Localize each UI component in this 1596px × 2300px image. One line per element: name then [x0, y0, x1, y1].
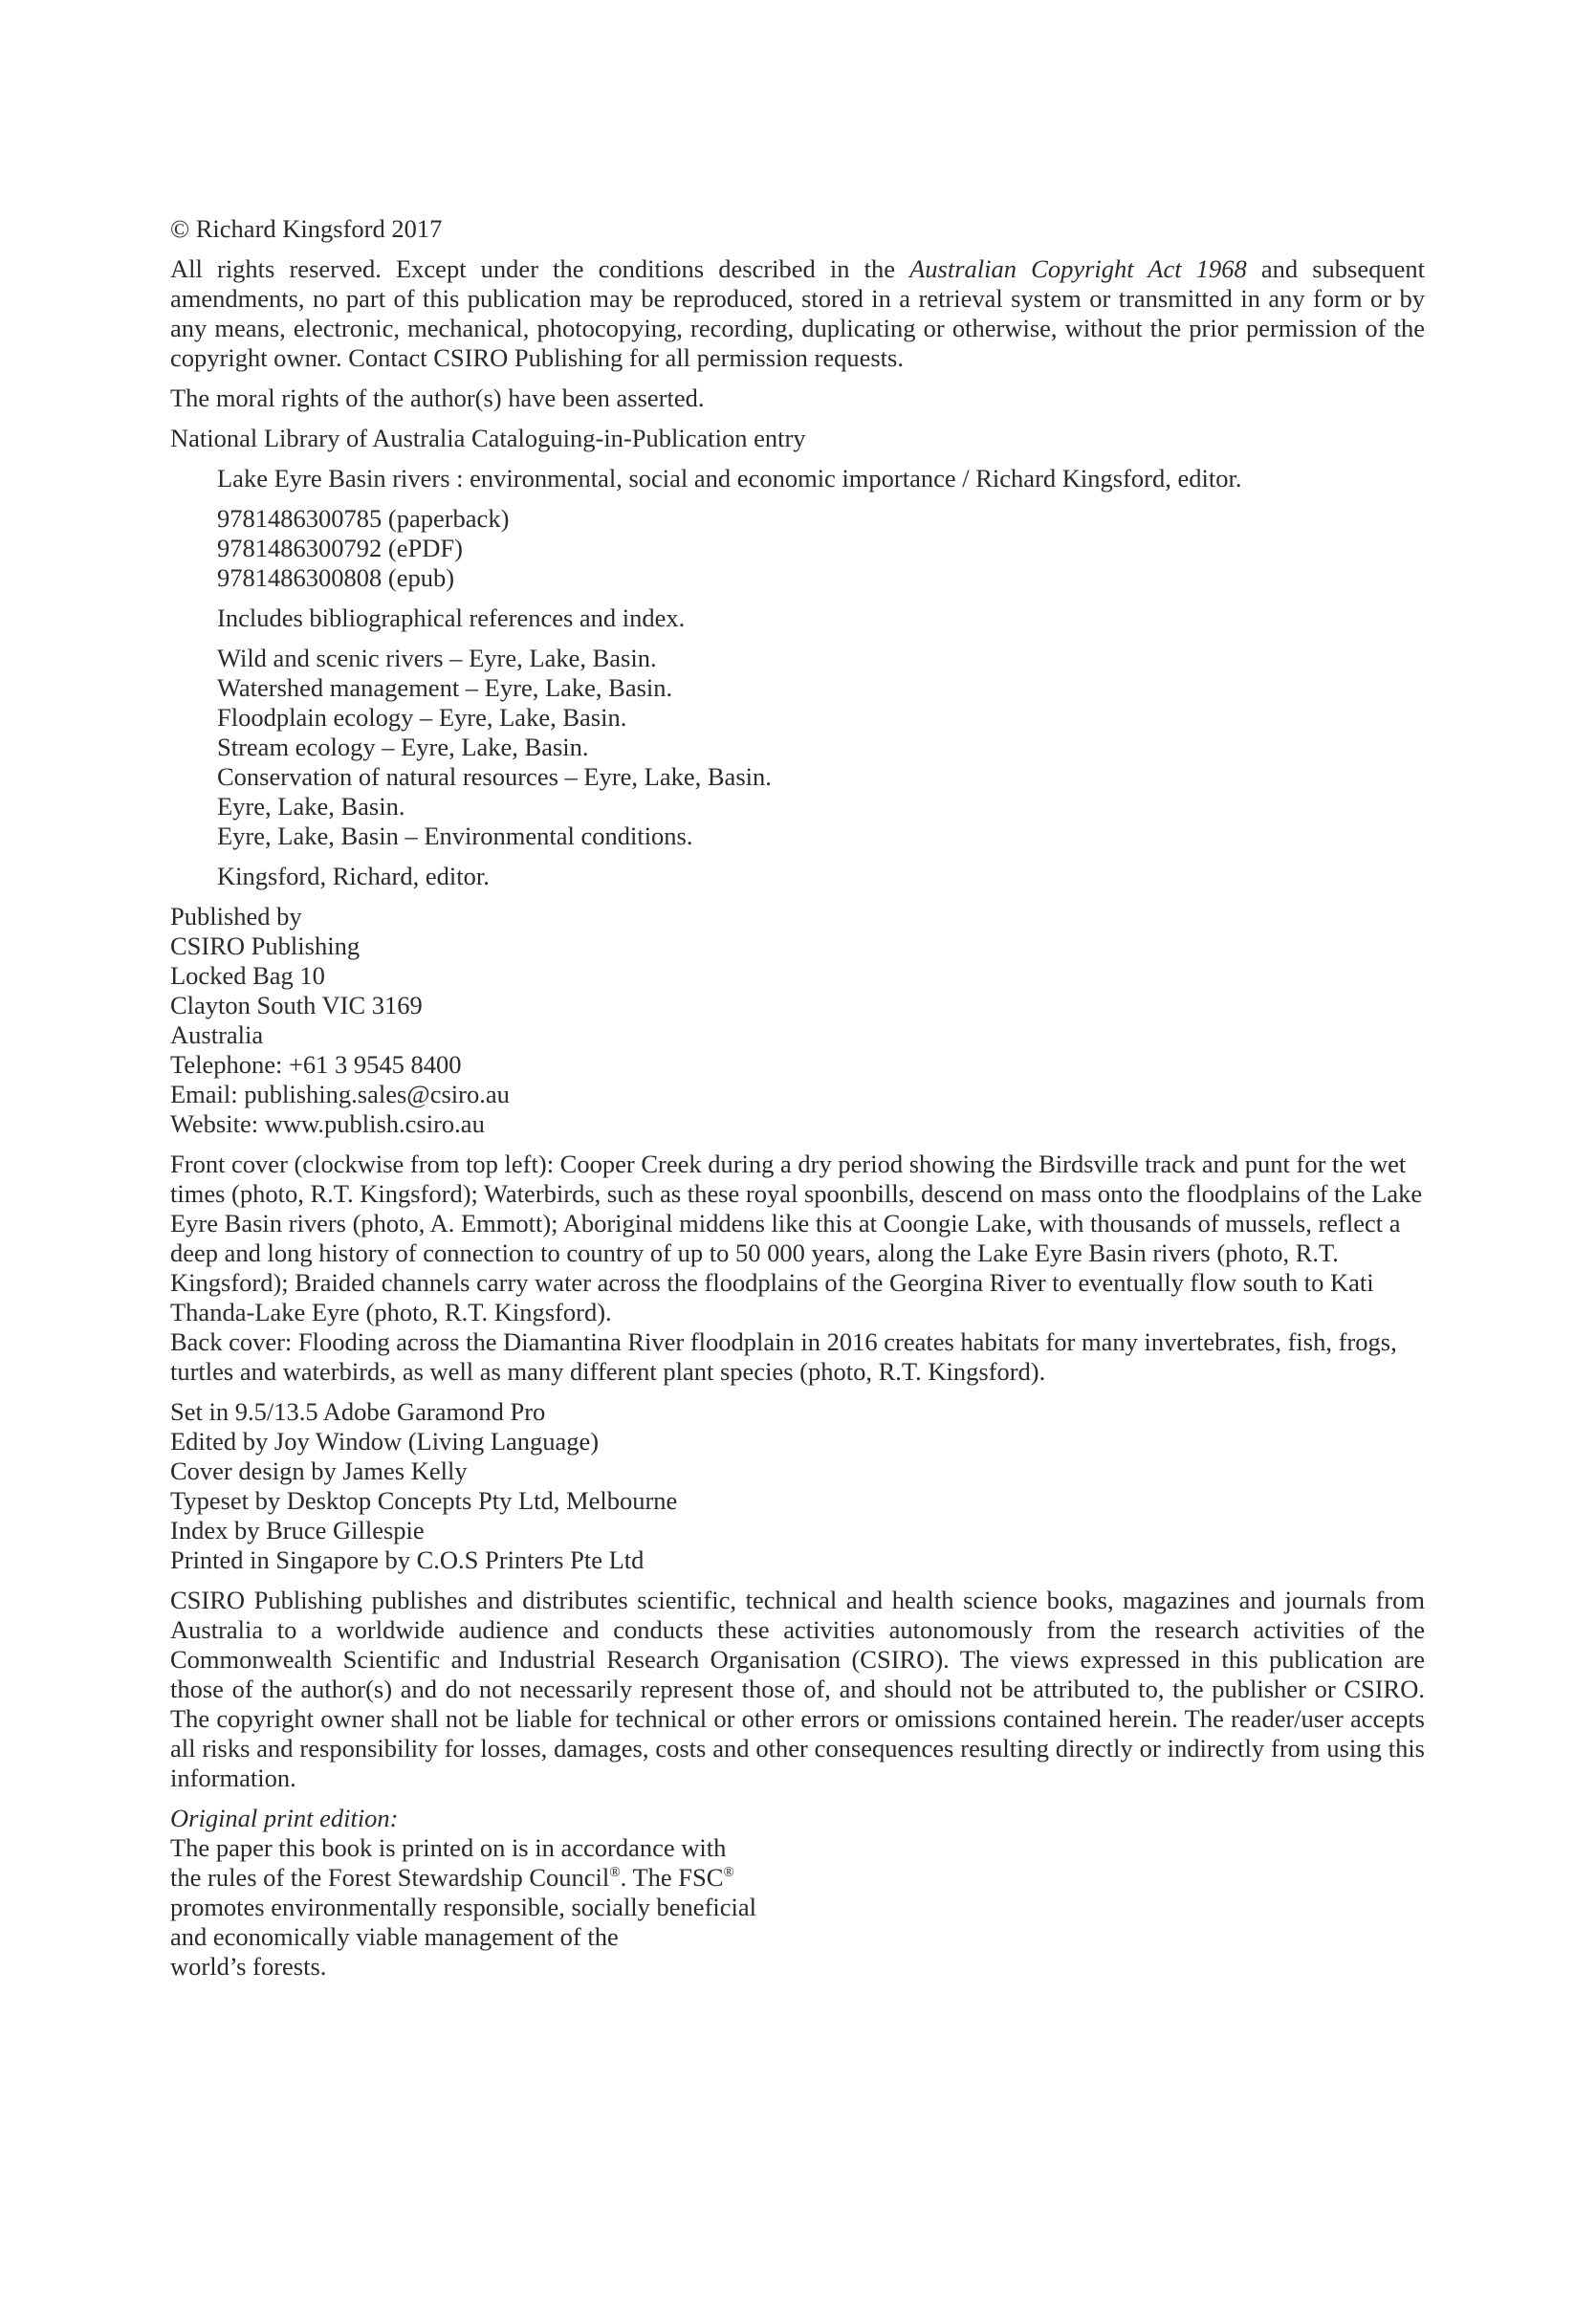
isbn-line: 9781486300785 (paperback): [217, 504, 510, 533]
rights-text-before: All rights reserved. Except under the conditions described in the: [170, 254, 910, 283]
publisher-line: Website: www.publish.csiro.au: [170, 1109, 485, 1138]
copyright-page: [170, 214, 1425, 1992]
registered-mark: ®: [723, 1865, 734, 1881]
subject-line: Eyre, Lake, Basin – Environmental conditions.: [217, 821, 693, 850]
fsc-line: and economically viable management of the: [170, 1922, 619, 1951]
isbn-line: 9781486300792 (ePDF): [217, 534, 463, 562]
subject-line: Watershed management – Eyre, Lake, Basin.: [217, 673, 673, 702]
cip-editor: Kingsford, Richard, editor.: [217, 862, 490, 890]
fsc-line: The paper this book is printed on is in accordance with: [170, 1833, 727, 1862]
copyright-line: © Richard Kingsford 2017: [170, 214, 443, 243]
production-line: Printed in Singapore by C.O.S Printers Pte Ltd: [170, 1545, 645, 1574]
back-cover-credit: Back cover: Flooding across the Diamantina River floodplain in 2016 creates habitats for many invertebrates, fish, frogs, turtles and waterbirds, as well as many different plant species (photo, R.T. Kingsford).: [170, 1327, 1397, 1386]
front-cover-credit: Front cover (clockwise from top left): Cooper Creek during a dry period showing the Birdsville track and punt for the wet times (photo, R.T. Kingsford); Waterbirds, such as these royal spoonbills, descend on mass onto the floodplains of the Lake Eyre Basin rivers (photo, A. Emmott); Aboriginal middens like this at Coongie Lake, with thousands of mussels, reflect a deep and long history of connection to country of up to 50 000 years, along the Lake Eyre Basin rivers (photo, R.T. Kingsford); Braided channels carry water across the floodplains of the Georgina River to eventually flow south to Kati Thanda-Lake Eyre (photo, R.T. Kingsford).: [170, 1150, 1423, 1326]
production-line: Cover design by James Kelly: [170, 1457, 468, 1485]
subject-line: Conservation of natural resources – Eyre, Lake, Basin.: [217, 762, 772, 791]
production-line: Edited by Joy Window (Living Language): [170, 1427, 600, 1456]
copyright-act-title: Australian Copyright Act 1968: [909, 254, 1247, 283]
publisher-line: Published by: [170, 902, 302, 931]
cip-notes: Includes bibliographical references and index.: [217, 603, 686, 632]
registered-mark: ®: [609, 1865, 621, 1881]
publisher-line: Locked Bag 10: [170, 961, 325, 990]
print-edition-note: [170, 1804, 801, 1982]
cip-title: Lake Eyre Basin rivers : environmental, social and economic importance / Richard Kingsford, editor.: [217, 464, 1242, 493]
subject-list: [217, 644, 1425, 851]
publisher-line: Australia: [170, 1020, 264, 1049]
subject-line: Floodplain ecology – Eyre, Lake, Basin.: [217, 703, 627, 732]
production-line: Set in 9.5/13.5 Adobe Garamond Pro: [170, 1397, 546, 1426]
publisher-line: CSIRO Publishing: [170, 931, 361, 960]
fsc-line: promotes environmentally responsible, socially beneficial: [170, 1893, 757, 1921]
fsc-line: the rules of the Forest Stewardship Council®. The FSC®: [170, 1863, 734, 1892]
publisher-line: Telephone: +61 3 9545 8400: [170, 1050, 462, 1079]
rights-statement: [170, 254, 1425, 373]
cip-heading: National Library of Australia Cataloguing-in-Publication entry: [170, 424, 806, 452]
subject-line: Wild and scenic rivers – Eyre, Lake, Basin.: [217, 644, 657, 672]
fsc-line: world’s forests.: [170, 1952, 327, 1981]
publisher-line: Email: publishing.sales@csiro.au: [170, 1080, 510, 1108]
production-line: Typeset by Desktop Concepts Pty Ltd, Melbourne: [170, 1486, 678, 1515]
isbn-list: [217, 504, 1425, 593]
publisher-line: Clayton South VIC 3169: [170, 991, 423, 1019]
rights-text-after: and subsequent amendments, no part of this publication may be reproduced, stored in a retrieval system or transmitted in any form or by any means, electronic, mechanical, photocopying, recording, duplicating or otherwise, without the prior permission of the copyright owner. Contact CSIRO Publishing for all permission requests.: [170, 254, 1425, 372]
publisher-details: [170, 902, 1425, 1139]
publisher-disclaimer: CSIRO Publishing publishes and distributes scientific, technical and health science books, magazines and journals from Australia to a worldwide audience and conducts these activities autonomously from the research activities of the Commonwealth Scientific and Industrial Research Organisation (CSIRO). The views expressed in this publication are those of the author(s) and do not necessarily represent those of, and should not be attributed to, the publisher or CSIRO. The copyright owner shall not be liable for technical or other errors or omissions contained herein. The reader/user accepts all risks and responsibility for losses, damages, costs and other consequences resulting directly or indirectly from using this information.: [170, 1586, 1425, 1792]
print-edition-heading: Original print edition:: [170, 1804, 399, 1832]
cover-credits: [170, 1150, 1425, 1387]
subject-line: Eyre, Lake, Basin.: [217, 792, 405, 821]
production-credits: [170, 1397, 1425, 1575]
cip-entry: [170, 464, 1425, 891]
subject-line: Stream ecology – Eyre, Lake, Basin.: [217, 733, 589, 761]
isbn-line: 9781486300808 (epub): [217, 563, 455, 592]
production-line: Index by Bruce Gillespie: [170, 1516, 425, 1544]
moral-rights-statement: The moral rights of the author(s) have been asserted.: [170, 383, 705, 412]
